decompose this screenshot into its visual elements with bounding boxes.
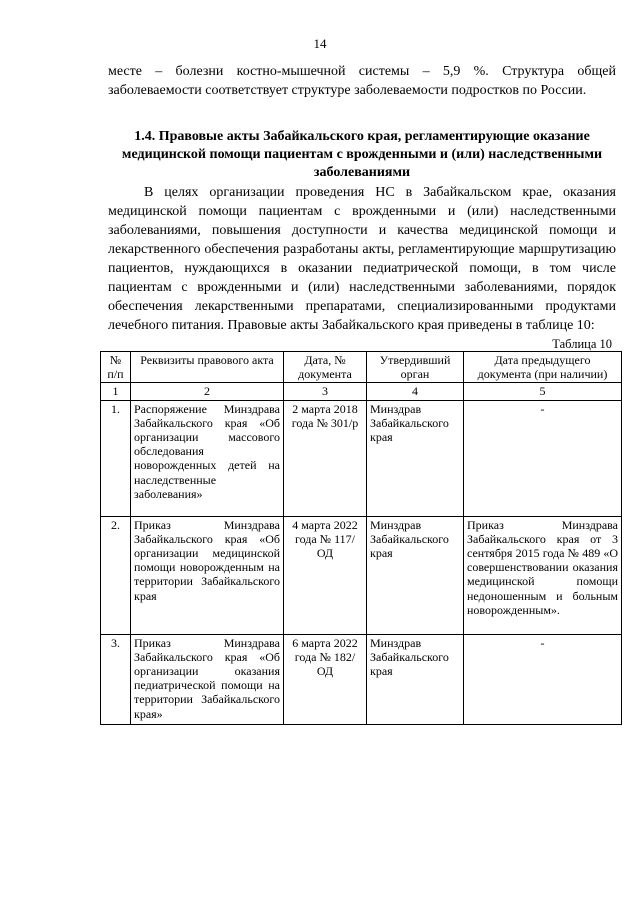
row-act: Приказ Минздрава Забайкальского края «Об организации оказания педиатрической помощи на территории Забайкальского края» xyxy=(131,634,284,724)
row-previous: - xyxy=(464,634,622,724)
row-act: Приказ Минздрава Забайкальского края «Об организации медицинской помощи новорожденным на территории Забайкальского края xyxy=(131,516,284,634)
column-number-row xyxy=(101,383,622,400)
column-number: 4 xyxy=(367,383,464,400)
section-heading: 1.4. Правовые акты Забайкальского края, регламентирующие оказание медицинской помощи пациентам с врожденными и (или) наследственными заболеваниями xyxy=(121,129,603,180)
row-organ: Минздрав Забайкальского края xyxy=(367,516,464,634)
column-number: 1 xyxy=(101,383,131,400)
row-date: 6 марта 2022 года № 182/ОД xyxy=(284,634,367,724)
page-number: 14 xyxy=(313,36,327,51)
row-number: 3. xyxy=(101,634,131,724)
table-row xyxy=(101,634,622,724)
row-number: 1. xyxy=(101,400,131,516)
row-date: 2 марта 2018 года № 301/р xyxy=(284,400,367,516)
table-row xyxy=(101,516,622,634)
column-number: 5 xyxy=(464,383,622,400)
row-act: Распоряжение Минздрава Забайкальского края «Об организации массового обследования новорожденных детей на наследственные заболевания» xyxy=(131,400,284,516)
table-row xyxy=(101,400,622,516)
header-date-number: Дата, № документа xyxy=(284,352,367,383)
header-approving-body: Утвердивший орган xyxy=(367,352,464,383)
row-organ: Минздрав Забайкальского края xyxy=(367,400,464,516)
table-caption: Таблица 10 xyxy=(552,337,612,351)
body-paragraph: В целях организации проведения НС в Забайкальском крае, оказания медицинской помощи пациентам с врожденными и (или) наследственными заболеваниями, повышения доступности и качества медицинской помощи и лекарственного обеспечения разработаны акты, регламентирующие маршрутизацию пациентов, нуждающихся в оказании педиатрической помощи, в том числе пациентам с врожденными и (или) наследственными заболеваниями, порядок обеспечения лекарственными препаратами, специализированными продуктами лечебного питания. Правовые акты Забайкальского края приведены в таблице 10: xyxy=(108,185,616,333)
column-number: 2 xyxy=(131,383,284,400)
table-header-row xyxy=(101,352,622,383)
row-previous: - xyxy=(464,400,622,516)
row-organ: Минздрав Забайкальского края xyxy=(367,634,464,724)
header-previous-document: Дата предыдущего документа (при наличии) xyxy=(464,352,622,383)
header-act-details: Реквизиты правового акта xyxy=(131,352,284,383)
header-number: № п/п xyxy=(101,352,131,383)
column-number: 3 xyxy=(284,383,367,400)
row-date: 4 марта 2022 года № 117/ОД xyxy=(284,516,367,634)
row-previous: Приказ Минздрава Забайкальского края от 3 сентября 2015 года № 489 «О совершенствовании оказания медицинской помощи недоношенным и больным новорожденным». xyxy=(464,516,622,634)
row-number: 2. xyxy=(101,516,131,634)
legal-acts-table xyxy=(100,351,622,725)
intro-paragraph: месте – болезни костно-мышечной системы – 5,9 %. Структура общей заболеваемости соответствует структуре заболеваемости подростков по России. xyxy=(108,64,616,98)
